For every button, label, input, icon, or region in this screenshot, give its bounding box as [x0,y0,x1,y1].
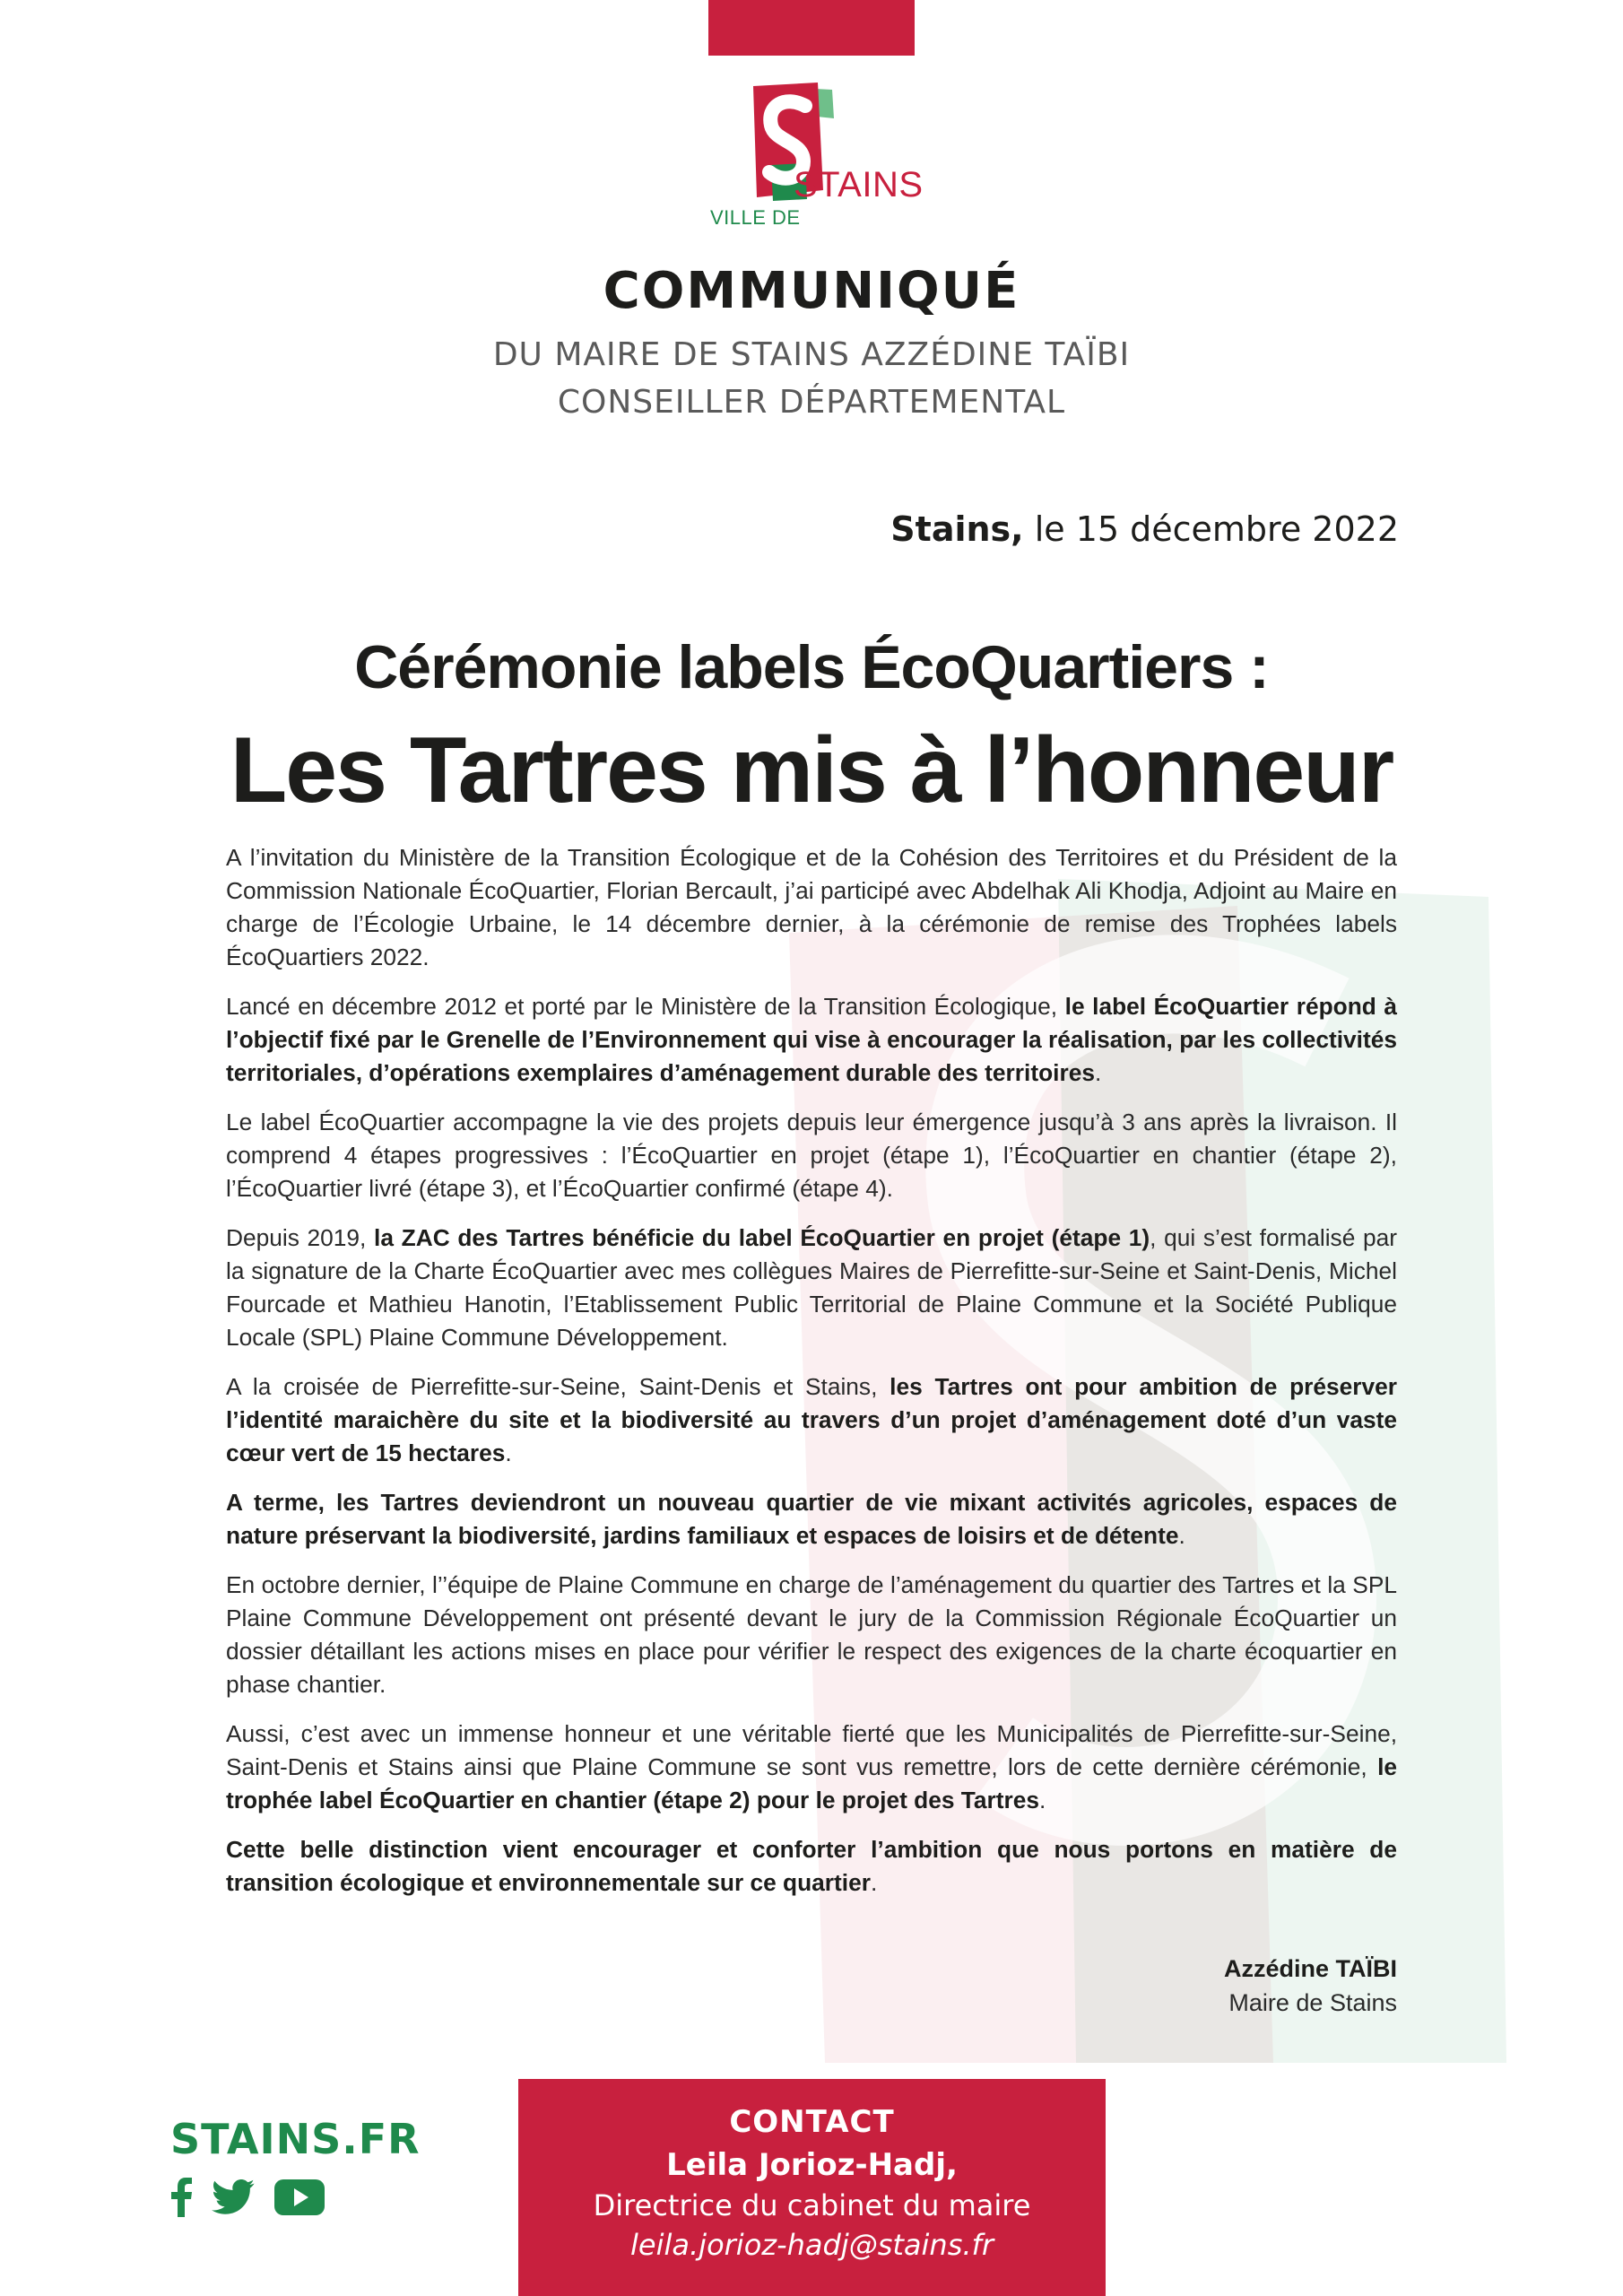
top-accent-bar [708,0,915,56]
headline-line-1: Cérémonie labels ÉcoQuartiers : [354,633,1269,701]
logo-stains: STAINS [794,165,924,204]
paragraph-6 [226,1486,1397,1552]
date-line [890,509,1399,549]
date-place: Stains, [890,509,1024,549]
paragraph-4-intro: Depuis 2019, [226,1224,375,1251]
contact-role: Directrice du cabinet du maire [593,2188,1031,2222]
paragraph-9 [226,1833,1397,1900]
contact-name: Leila Jorioz-Hadj, [666,2147,958,2183]
paragraph-9-end: . [870,1869,878,1896]
paragraph-2 [226,990,1397,1090]
headline-line-2: Les Tartres mis à l’honneur [230,718,1393,822]
body-text [226,841,1397,1916]
paragraph-4-bold: la ZAC des Tartres bénéficie du label ÉcoQuartier en projet (étape 1) [374,1224,1150,1251]
paragraph-5 [226,1370,1397,1470]
paragraph-5-bold: les Tartres ont pour ambition de préserver l’identité maraichère du site et la biodiversité au travers d’un projet d’aménagement doté d’un vaste cœur vert de 15 hectares [226,1373,1398,1466]
date-text: le 15 décembre 2022 [1034,509,1399,549]
signature-role: Maire de Stains [1228,1989,1397,2016]
contact-email-link[interactable]: leila.jorioz-hadj@stains.fr [630,2228,994,2262]
youtube-icon[interactable] [274,2179,325,2215]
paragraph-2-bold: le label ÉcoQuartier répond à l’objectif fixé par le Grenelle de l’Environnement qui vise à encourager la réalisation, par les collectivités territoriales, d’opérations exemplaires d’aménagement durable des territoires [226,993,1397,1086]
social-links [170,2178,325,2217]
paragraph-6-end: . [1178,1522,1185,1549]
stains-logo [699,79,933,231]
signature-name: Azzédine TAÏBI [1223,1955,1397,1982]
logo-ville-de: VILLE DE [710,206,801,229]
header-subtitle-1: DU MAIRE DE STAINS AZZÉDINE TAÏBI [492,336,1131,373]
paragraph-8-end: . [1039,1787,1046,1813]
paragraph-5-end: . [505,1439,512,1466]
paragraph-8 [226,1718,1397,1817]
paragraph-7: En octobre dernier, l’’équipe de Plaine Commune en charge de l’aménagement du quartier des Tartres et la SPL Plaine Commune Développement ont présenté devant le jury de la Commission Régionale ÉcoQuartier un dossier détaillant les actions mises en place pour vérifier le respect des exigences de la charte écoquartier en phase chantier. [226,1571,1397,1698]
paragraph-2-intro: Lancé en décembre 2012 et porté par le Ministère de la Transition Écologique, [226,993,1065,1020]
header-subtitle-2: CONSEILLER DÉPARTEMENTAL [557,384,1066,421]
paragraph-8-intro: Aussi, c’est avec un immense honneur et une véritable fierté que les Municipalités de Pierrefitte-sur-Seine, Saint-Denis et Stains ainsi que Plaine Commune se sont vus remettre, lors de cette dernière cérémonie, [226,1720,1397,1780]
facebook-icon[interactable] [170,2178,192,2217]
paragraph-3: Le label ÉcoQuartier accompagne la vie des projets depuis leur émergence jusqu’à 3 ans après la livraison. Il comprend 4 étapes progressives : l’ÉcoQuartier en projet (étape 1), l’ÉcoQuartier en chantier (étape 2), l’ÉcoQuartier livré (étape 3), et l’ÉcoQuartier confirmé (étape 4). [226,1109,1397,1202]
website-link[interactable]: STAINS.FR [170,2115,421,2163]
paragraph-9-bold: Cette belle distinction vient encourager et conforter l’ambition que nous portons en matière de transition écologique et environnementale sur ce quartier [226,1836,1397,1896]
twitter-icon[interactable] [212,2179,255,2215]
paragraph-2-end: . [1094,1059,1102,1086]
contact-box [518,2079,1106,2296]
paragraph-8-bold: le trophée label ÉcoQuartier en chantier (étape 2) pour le projet des Tartres [226,1753,1397,1813]
paragraph-4-end: , qui s’est formalisé par la signature de la Charte ÉcoQuartier avec mes collègues Maires de Pierrefitte-sur-Seine et Saint-Denis, Michel Fourcade et Mathieu Hanotin, l’Etablissement Public Territorial de Plaine Commune et la Société Publique Locale (SPL) Plaine Commune Développement. [226,1224,1398,1351]
page-title: COMMUNIQUÉ [603,262,1020,320]
paragraph-6-bold: A terme, les Tartres deviendront un nouveau quartier de vie mixant activités agricoles, espaces de nature préservant la biodiversité, jardins familiaux et espaces de loisirs et de détente [226,1489,1397,1549]
contact-title: CONTACT [729,2104,895,2140]
paragraph-5-intro: A la croisée de Pierrefitte-sur-Seine, Saint-Denis et Stains, [226,1373,890,1400]
paragraph-4 [226,1222,1397,1354]
paragraph-1: A l’invitation du Ministère de la Transition Écologique et de la Cohésion des Territoires et du Président de la Commission Nationale ÉcoQuartier, Florian Bercault, j’ai participé avec Abdelhak Ali Khodja, Adjoint au Maire en charge de l’Écologie Urbaine, le 14 décembre dernier, à la cérémonie de remise des Trophées labels ÉcoQuartiers 2022. [226,844,1397,970]
